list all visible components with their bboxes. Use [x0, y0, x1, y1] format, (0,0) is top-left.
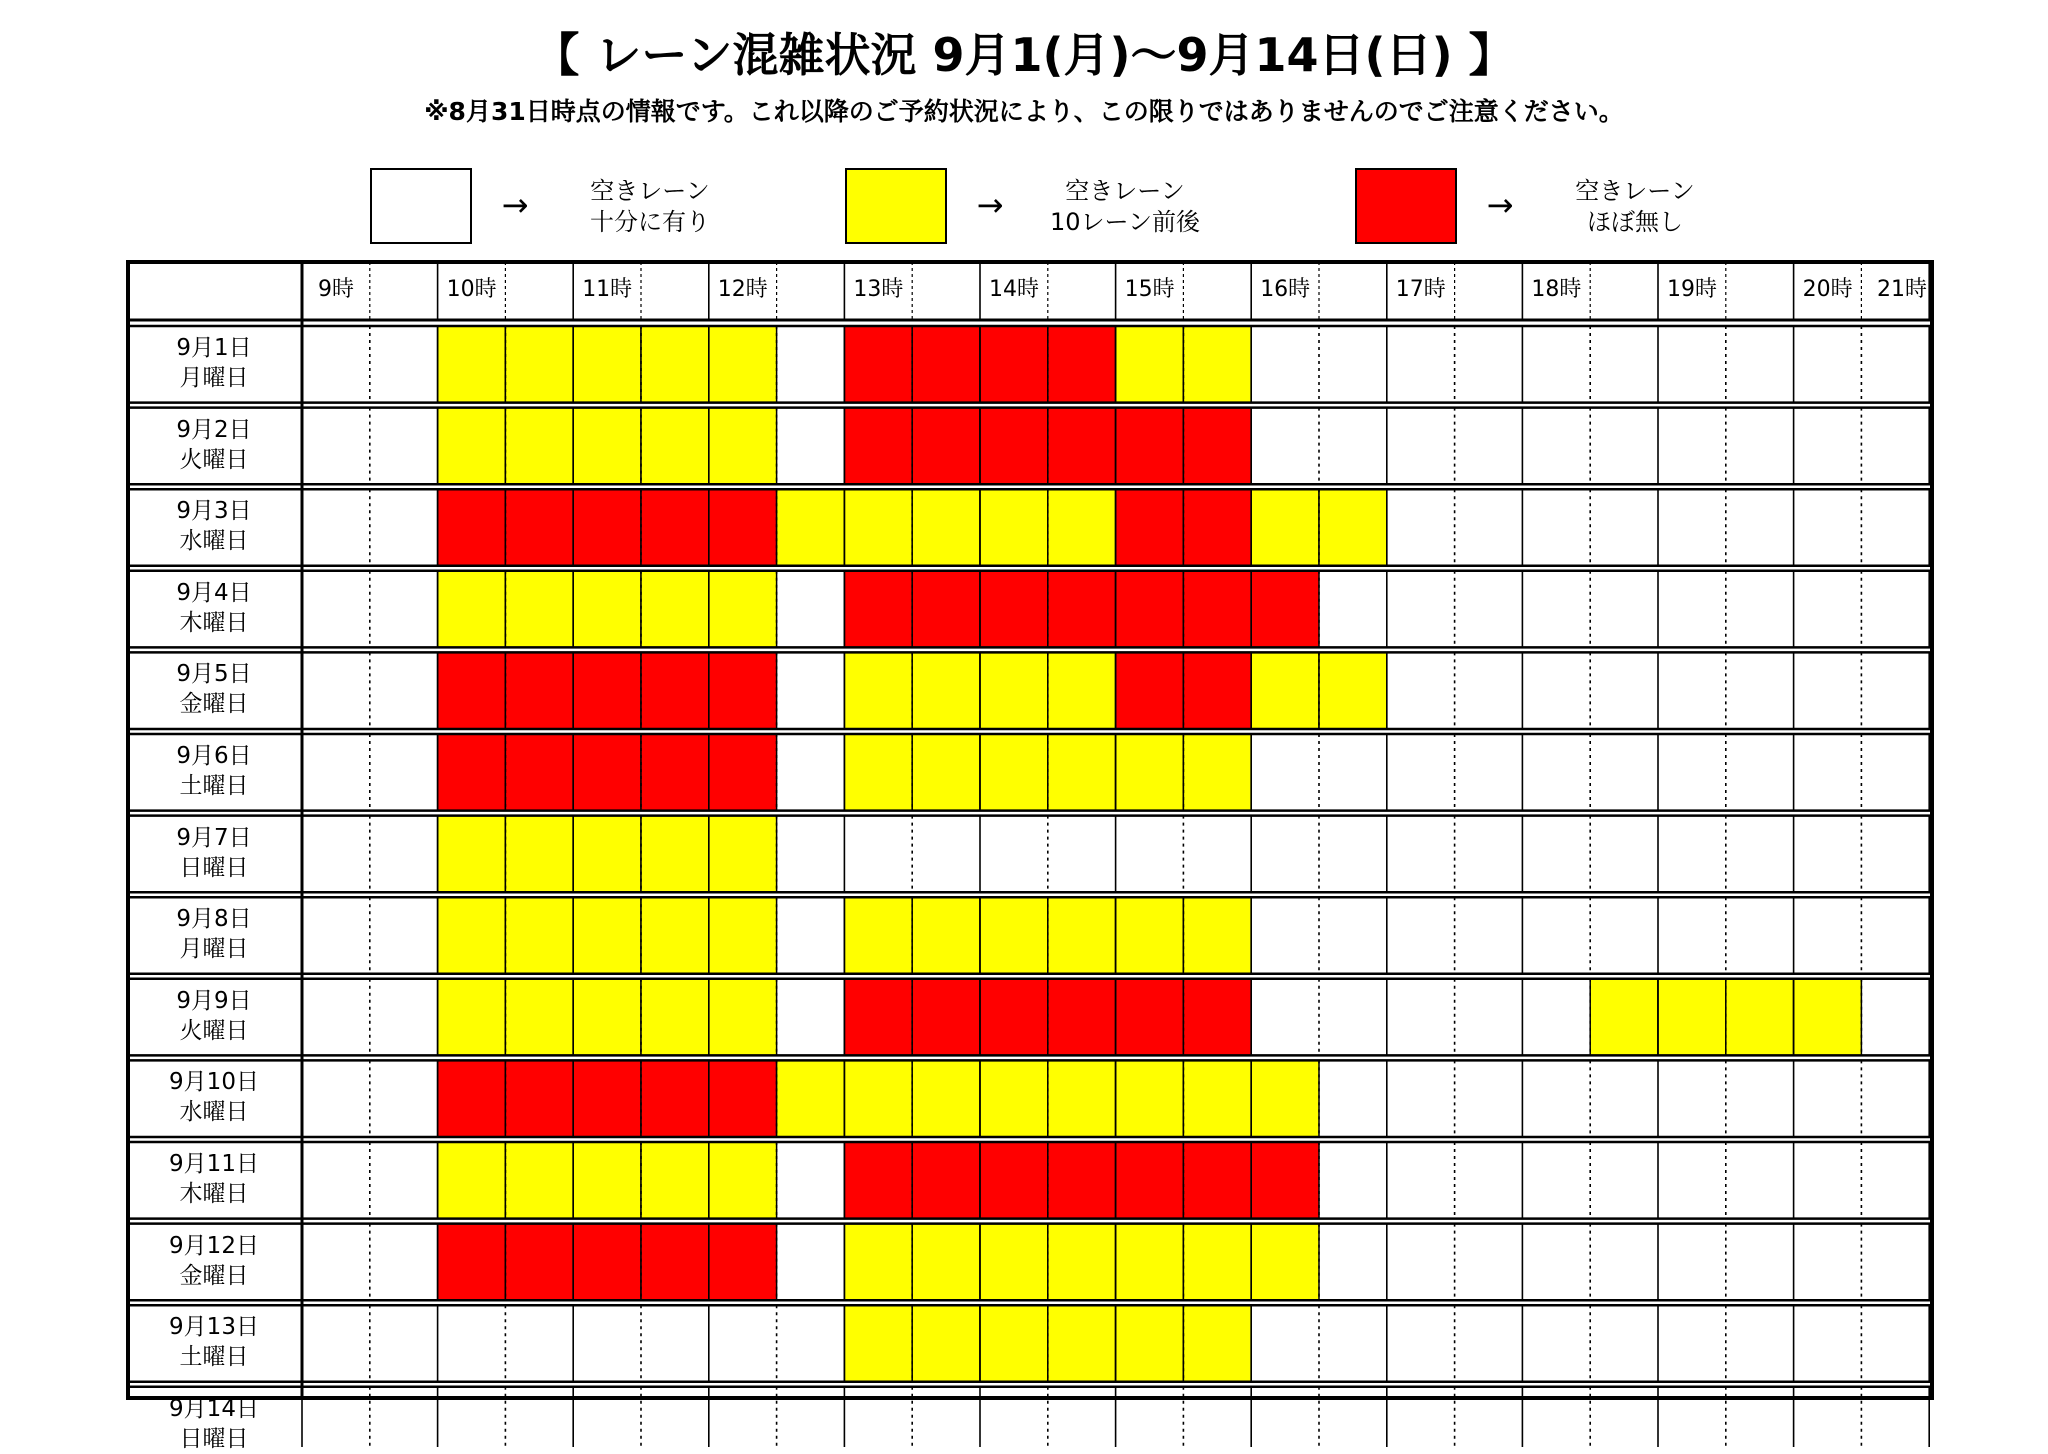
arrow-icon: →	[976, 186, 1004, 224]
slot-cell	[709, 979, 777, 1056]
slot-cell	[505, 979, 573, 1056]
slot-cell	[1183, 652, 1251, 729]
legend-line2: 10レーン前後	[1049, 208, 1201, 236]
slot-cell	[912, 326, 980, 403]
day-weekday: 金曜日	[179, 691, 249, 718]
day-weekday: 土曜日	[179, 773, 249, 799]
slot-cell	[641, 816, 709, 893]
slot-cell	[980, 734, 1048, 811]
slot-cell	[1048, 979, 1116, 1056]
day-weekday: 日曜日	[179, 1425, 249, 1452]
slot-cell	[1251, 1224, 1319, 1301]
day-date: 9月8日	[176, 906, 252, 933]
day-date: 9月1日	[176, 335, 252, 361]
slot-cell	[641, 489, 709, 566]
day-date: 9月7日	[176, 824, 252, 851]
slot-cell	[1048, 734, 1116, 811]
slot-cell	[573, 734, 641, 811]
day-weekday: 水曜日	[179, 1099, 249, 1126]
slot-cell	[573, 897, 641, 974]
slot-cell	[980, 326, 1048, 403]
slot-cell	[1048, 897, 1116, 974]
hour-label: 13時	[853, 277, 904, 302]
slot-cell	[573, 1142, 641, 1219]
legend-line2: ほぼ無し	[1587, 208, 1683, 236]
slot-cell	[1116, 979, 1184, 1056]
slot-cell	[438, 1060, 506, 1137]
slot-cell	[1048, 1224, 1116, 1301]
legend-line1: 空きレーン	[1065, 177, 1185, 205]
slot-cell	[1116, 489, 1184, 566]
slot-cell	[641, 652, 709, 729]
legend-line1: 空きレーン	[1575, 177, 1695, 205]
slot-cell	[641, 1142, 709, 1219]
slot-cell	[438, 326, 506, 403]
day-weekday: 土曜日	[179, 1344, 249, 1371]
hour-label: 20時	[1802, 277, 1853, 302]
slot-cell	[1183, 489, 1251, 566]
slot-cell	[1183, 734, 1251, 811]
slot-cell	[844, 734, 912, 811]
slot-cell	[438, 489, 506, 566]
slot-cell	[438, 408, 506, 485]
slot-cell	[438, 652, 506, 729]
slot-cell	[1116, 652, 1184, 729]
day-label	[128, 986, 300, 1046]
slot-cell	[709, 652, 777, 729]
day-date: 9月9日	[176, 987, 252, 1014]
hour-label: 11時	[582, 277, 633, 302]
day-weekday: 水曜日	[179, 528, 249, 555]
slot-cell	[912, 979, 980, 1056]
slot-cell	[777, 1060, 845, 1137]
slot-cell	[1116, 1142, 1184, 1219]
day-weekday: 金曜日	[179, 1262, 249, 1289]
slot-cell	[844, 897, 912, 974]
day-date: 9月13日	[169, 1314, 259, 1341]
day-weekday: 月曜日	[179, 365, 249, 391]
slot-cell	[1251, 571, 1319, 648]
notice-text: ※8月31日時点の情報です。これ以降のご予約状況により、この限りではありませんのでご注意ください。	[424, 97, 1624, 126]
day-label	[128, 741, 300, 801]
slot-cell	[980, 571, 1048, 648]
slot-cell	[573, 1060, 641, 1137]
day-date: 9月3日	[176, 498, 252, 525]
day-label	[128, 1312, 300, 1372]
slot-cell	[1658, 979, 1726, 1056]
slot-cell	[1183, 979, 1251, 1056]
slot-cell	[573, 652, 641, 729]
slot-cell	[844, 1305, 912, 1382]
slot-cell	[1251, 489, 1319, 566]
day-date: 9月14日	[169, 1395, 259, 1422]
page-title: 【 レーン混雑状況 9月1(月)～9月14日(日) 】	[533, 28, 1515, 82]
slot-cell	[1319, 489, 1387, 566]
slot-cell	[573, 979, 641, 1056]
slot-cell	[912, 571, 980, 648]
slot-cell	[1183, 1142, 1251, 1219]
day-label	[128, 659, 300, 719]
slot-cell	[438, 734, 506, 811]
day-date: 9月4日	[176, 579, 252, 606]
slot-cell	[438, 1142, 506, 1219]
slot-cell	[438, 897, 506, 974]
slot-cell	[912, 897, 980, 974]
slot-cell	[709, 571, 777, 648]
slot-cell	[709, 1142, 777, 1219]
slot-cell	[1251, 652, 1319, 729]
slot-cell	[844, 489, 912, 566]
slot-cell	[438, 571, 506, 648]
slot-cell	[980, 1305, 1048, 1382]
slot-cell	[641, 734, 709, 811]
slot-cell	[844, 979, 912, 1056]
day-label	[128, 415, 300, 475]
slot-cell	[709, 1224, 777, 1301]
slot-cell	[505, 1060, 573, 1137]
slot-cell	[1183, 1305, 1251, 1382]
day-weekday: 月曜日	[179, 936, 249, 963]
legend-line1: 空きレーン	[590, 177, 710, 205]
slot-cell	[573, 571, 641, 648]
slot-cell	[709, 408, 777, 485]
slot-cell	[844, 1224, 912, 1301]
slot-cell	[980, 1142, 1048, 1219]
slot-cell	[1048, 326, 1116, 403]
slot-cell	[1048, 1305, 1116, 1382]
slot-cell	[1116, 408, 1184, 485]
slot-cell	[844, 571, 912, 648]
day-label	[128, 578, 300, 638]
slot-cell	[1251, 1060, 1319, 1137]
arrow-icon: →	[1486, 186, 1514, 224]
slot-cell	[912, 1224, 980, 1301]
slot-cell	[980, 489, 1048, 566]
slot-cell	[505, 326, 573, 403]
slot-cell	[505, 1224, 573, 1301]
slot-cell	[844, 326, 912, 403]
slot-cell	[1183, 571, 1251, 648]
slot-cell	[844, 652, 912, 729]
day-date: 9月12日	[169, 1232, 259, 1259]
slot-cell	[980, 1060, 1048, 1137]
slot-cell	[505, 408, 573, 485]
slot-cell	[505, 734, 573, 811]
slot-cell	[1048, 652, 1116, 729]
slot-cell	[709, 326, 777, 403]
slot-cell	[1116, 897, 1184, 974]
slot-cell	[573, 489, 641, 566]
day-label	[128, 904, 300, 964]
slot-cell	[912, 652, 980, 729]
slot-cell	[980, 652, 1048, 729]
day-label	[128, 1231, 300, 1291]
slot-cell	[641, 571, 709, 648]
day-label	[128, 1149, 300, 1209]
hour-label: 10時	[446, 277, 497, 302]
slot-cell	[912, 734, 980, 811]
slot-cell	[505, 816, 573, 893]
day-weekday: 木曜日	[179, 609, 249, 636]
slot-cell	[641, 979, 709, 1056]
slot-cell	[505, 489, 573, 566]
slot-cell	[1183, 326, 1251, 403]
hour-label: 19時	[1667, 277, 1717, 302]
slot-cell	[1116, 734, 1184, 811]
slot-cell	[912, 408, 980, 485]
hour-label: 18時	[1531, 277, 1582, 302]
hour-label: 17時	[1395, 277, 1446, 302]
day-date: 9月11日	[169, 1151, 259, 1177]
slot-cell	[1183, 897, 1251, 974]
slot-cell	[844, 1060, 912, 1137]
slot-cell	[573, 816, 641, 893]
slot-cell	[1183, 408, 1251, 485]
day-label	[128, 333, 300, 393]
slot-cell	[980, 408, 1048, 485]
day-label	[128, 823, 300, 883]
slot-cell	[641, 326, 709, 403]
slot-cell	[1590, 979, 1658, 1056]
slot-cell	[1048, 571, 1116, 648]
slot-cell	[573, 1224, 641, 1301]
day-date: 9月6日	[176, 743, 252, 769]
slot-cell	[1319, 652, 1387, 729]
slot-cell	[844, 1142, 912, 1219]
day-weekday: 日曜日	[179, 854, 249, 881]
slot-cell	[912, 1060, 980, 1137]
slot-cell	[505, 1142, 573, 1219]
hour-label: 15時	[1124, 277, 1175, 302]
day-date: 9月2日	[176, 416, 252, 443]
slot-cell	[1116, 1060, 1184, 1137]
arrow-icon: →	[501, 186, 529, 224]
day-label	[128, 496, 300, 556]
slot-cell	[641, 1060, 709, 1137]
legend-line2: 十分に有り	[590, 208, 710, 236]
slot-cell	[709, 1060, 777, 1137]
slot-cell	[573, 326, 641, 403]
slot-cell	[1048, 489, 1116, 566]
slot-cell	[1048, 1142, 1116, 1219]
slot-cell	[777, 489, 845, 566]
slot-cell	[1183, 1224, 1251, 1301]
day-label	[128, 1394, 300, 1454]
slot-cell	[573, 408, 641, 485]
day-weekday: 火曜日	[179, 1017, 249, 1044]
day-label	[128, 1067, 300, 1127]
slot-cell	[709, 489, 777, 566]
hour-label: 12時	[717, 277, 768, 302]
hour-label: 9時	[318, 277, 354, 302]
slot-cell	[1794, 979, 1862, 1056]
slot-cell	[709, 734, 777, 811]
slot-cell	[1726, 979, 1794, 1056]
slot-cell	[912, 1305, 980, 1382]
day-date: 9月10日	[169, 1069, 259, 1096]
slot-cell	[980, 897, 1048, 974]
slot-cell	[1116, 1224, 1184, 1301]
slot-cell	[641, 897, 709, 974]
day-weekday: 木曜日	[179, 1181, 249, 1207]
hour-label: 21時	[1877, 277, 1927, 302]
slot-cell	[709, 897, 777, 974]
slot-cell	[980, 979, 1048, 1056]
slot-cell	[438, 816, 506, 893]
hour-label: 16時	[1260, 277, 1311, 302]
slot-cell	[1251, 1142, 1319, 1219]
slot-cell	[1116, 571, 1184, 648]
slot-cell	[438, 979, 506, 1056]
slot-cell	[912, 1142, 980, 1219]
slot-cell	[505, 571, 573, 648]
day-date: 9月5日	[176, 661, 252, 688]
day-weekday: 火曜日	[179, 446, 249, 473]
slot-cell	[912, 489, 980, 566]
slot-cell	[641, 408, 709, 485]
slot-cell	[505, 652, 573, 729]
slot-cell	[1048, 408, 1116, 485]
slot-cell	[980, 1224, 1048, 1301]
slot-cell	[1183, 1060, 1251, 1137]
hour-label: 14時	[989, 277, 1039, 302]
slot-cell	[709, 816, 777, 893]
slot-cell	[1116, 326, 1184, 403]
slot-cell	[641, 1224, 709, 1301]
slot-cell	[844, 408, 912, 485]
slot-cell	[1048, 1060, 1116, 1137]
slot-cell	[438, 1224, 506, 1301]
slot-cell	[505, 897, 573, 974]
slot-cell	[1116, 1305, 1184, 1382]
